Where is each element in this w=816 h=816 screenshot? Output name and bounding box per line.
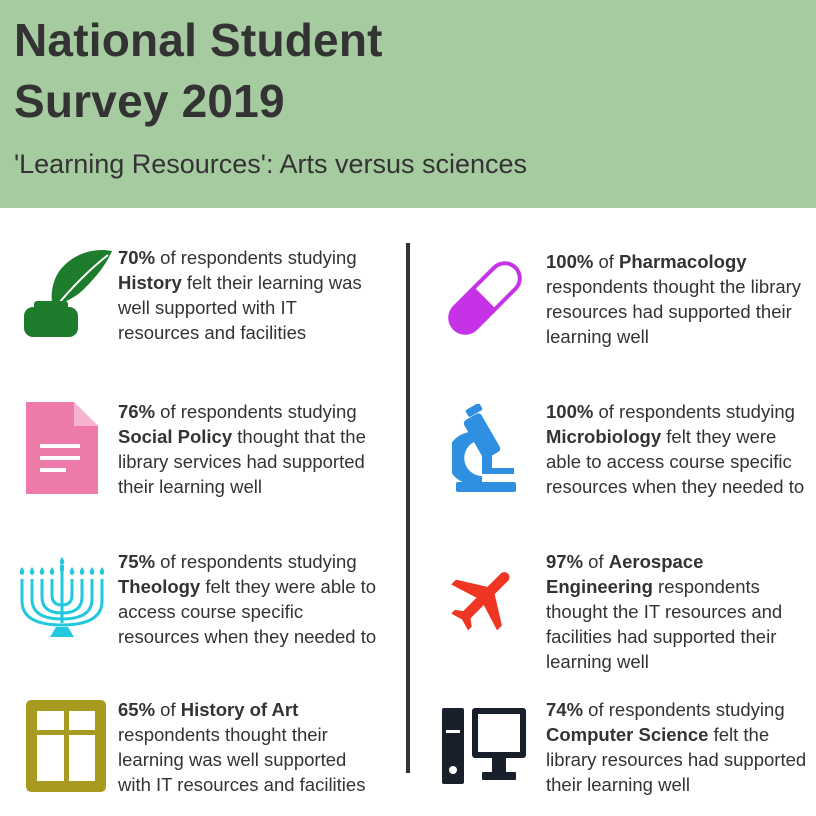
stat-theology (118, 549, 380, 649)
stat-subject: History (118, 272, 182, 293)
document-icon (26, 402, 98, 494)
stat-percentage: 100% (546, 401, 594, 422)
stat-subject: History of Art (180, 699, 299, 720)
column-divider (406, 243, 410, 773)
picture-frame-icon (26, 700, 106, 792)
airplane-icon (444, 558, 526, 640)
stat-aerospace-engineering (546, 549, 808, 674)
stat-connector: of respondents studying (593, 401, 795, 422)
stat-description: felt their learning was well supported with IT resources and facilities (118, 272, 362, 343)
stat-description: respondents thought the library resources had supported their learning well (546, 276, 802, 347)
stat-microbiology (546, 399, 808, 499)
stat-percentage: 65% (118, 699, 156, 720)
microscope-icon (452, 404, 516, 492)
menorah-icon (20, 557, 104, 639)
stat-subject: Microbiology (546, 426, 662, 447)
stat-subject: Social Policy (118, 426, 233, 447)
stat-description: felt the library resources had supported their learning well (546, 724, 807, 795)
page-subtitle: 'Learning Resources': Arts versus sciences (14, 149, 528, 179)
stat-subject: Pharmacology (619, 251, 747, 272)
capsule-icon (444, 257, 526, 339)
stat-pharmacology (546, 249, 808, 349)
title-line-1: National Student (14, 14, 383, 66)
stat-connector: of (155, 699, 181, 720)
stat-connector: of (593, 251, 620, 272)
stat-subject: Computer Science (546, 724, 709, 745)
stat-connector: of (583, 551, 609, 572)
stat-history (118, 245, 380, 345)
stat-description: respondents thought the IT resources and facilities had supported their learning well (546, 576, 783, 672)
stat-description: respondents thought their learning was well supported with IT resources and facilities (118, 724, 366, 795)
stat-connector: of respondents studying (155, 247, 357, 268)
title-line-2: Survey 2019 (14, 75, 285, 127)
stat-description: thought that the library services had supported their learning well (118, 426, 366, 497)
stat-connector: of respondents studying (155, 551, 357, 572)
stat-computer-science (546, 697, 808, 797)
stat-connector: of respondents studying (155, 401, 357, 422)
stat-percentage: 74% (546, 699, 584, 720)
stat-history-of-art (118, 697, 380, 797)
stat-percentage: 76% (118, 401, 156, 422)
stat-description: felt they were able to access course specific resources when they needed to (118, 576, 377, 647)
page-title (14, 10, 383, 132)
stat-social-policy (118, 399, 380, 499)
stat-percentage: 70% (118, 247, 156, 268)
stat-description: felt they were able to access course specific resources when they needed to (546, 426, 805, 497)
stat-percentage: 100% (546, 251, 594, 272)
stat-percentage: 75% (118, 551, 156, 572)
ink-quill-icon (20, 247, 112, 339)
stat-subject: Theology (118, 576, 201, 597)
header-banner (0, 0, 816, 208)
stat-connector: of respondents studying (583, 699, 785, 720)
stat-subject: Aerospace Engineering (546, 551, 704, 597)
stat-percentage: 97% (546, 551, 584, 572)
desktop-computer-icon (442, 708, 526, 784)
